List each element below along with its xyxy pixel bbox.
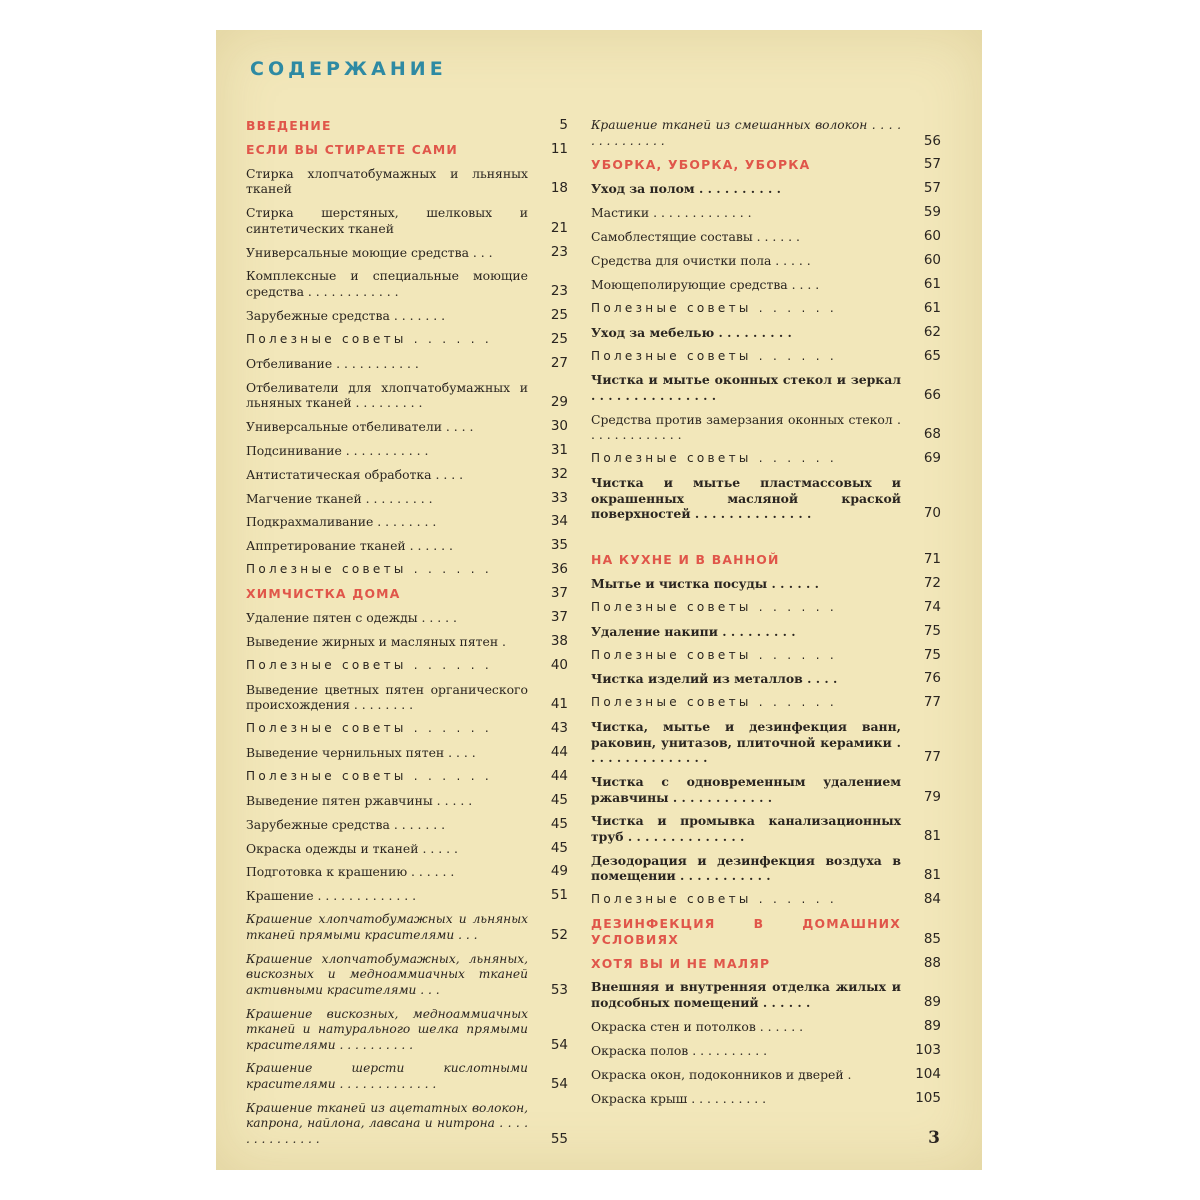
toc-entry-title: Крашение хлопчатобумажных, льняных, вискозных и медноаммиачных тканей активными красителями . . . — [246, 951, 528, 997]
toc-entry — [591, 372, 941, 403]
toc-entry — [246, 841, 568, 857]
toc-entry-page: 23 — [550, 243, 568, 260]
toc-entry — [591, 624, 941, 640]
toc-entry-title: Чистка с одновременным удалением ржавчины . . . . . . . . . . . . — [591, 774, 901, 805]
toc-entry — [246, 308, 568, 324]
toc-entry-title: ДЕЗИНФЕКЦИЯ В ДОМАШНИХ УСЛОВИЯХ — [591, 916, 901, 947]
toc-entry-page: 88 — [923, 954, 941, 971]
toc-entry-page: 44 — [550, 767, 568, 784]
toc-entry-page: 30 — [550, 417, 568, 434]
toc-entry-title: ЕСЛИ ВЫ СТИРАЕТЕ САМИ — [246, 141, 458, 157]
toc-entry — [246, 952, 568, 999]
toc-entry — [591, 181, 941, 197]
toc-entry-title: Полезные советы . . . . . . — [246, 768, 493, 783]
toc-spacer — [591, 530, 941, 552]
toc-entry-title: Моющеполирующие средства . . . . — [591, 276, 820, 292]
toc-entry-page: 32 — [550, 465, 568, 482]
toc-entry-title: Зарубежные средства . . . . . . . — [246, 816, 446, 832]
toc-entry-title: Магчение тканей . . . . . . . . . — [246, 490, 433, 506]
toc-entry-title: Удаление пятен с одежды . . . . . — [246, 610, 457, 626]
toc-entry-page: 27 — [550, 354, 568, 371]
toc-entry-title: Стирка хлопчатобумажных и льняных тканей — [246, 165, 528, 197]
toc-entry-page: 59 — [923, 204, 941, 221]
toc-entry — [591, 277, 941, 293]
toc-entry-title: Крашение . . . . . . . . . . . . . — [246, 888, 417, 904]
toc-entry-page: 38 — [550, 632, 568, 649]
toc-entry-page: 77 — [923, 749, 941, 766]
toc-entry — [246, 721, 568, 737]
toc-entry-page: 11 — [550, 140, 568, 157]
toc-entry-title: Комплексные и специальные моющие средства . . . . . . . . . . . . — [246, 268, 528, 299]
toc-entry-page: 85 — [923, 930, 941, 947]
toc-entry-page: 56 — [923, 132, 941, 149]
toc-entry-title: Окраска стен и потолков . . . . . . — [591, 1018, 804, 1034]
toc-entry-title: Чистка изделий из металлов . . . . — [591, 671, 838, 687]
toc-entry-page: 29 — [550, 394, 568, 411]
toc-entry-page: 21 — [550, 219, 568, 236]
toc-entry-title: Уход за полом . . . . . . . . . . — [591, 181, 781, 197]
toc-entry-page: 77 — [923, 694, 941, 711]
toc-section-heading — [591, 157, 941, 173]
toc-entry-title: Окраска окон, подоконников и дверей . — [591, 1066, 852, 1082]
toc-entry-title: НА КУХНЕ И В ВАННОЙ — [591, 551, 780, 567]
toc-entry-title: Универсальные моющие средства . . . — [246, 244, 493, 260]
toc-section-heading — [591, 956, 941, 972]
toc-entry-title: Полезные советы . . . . . . — [246, 657, 493, 672]
toc-entry-page: 45 — [550, 815, 568, 832]
toc-entry-title: Полезные советы . . . . . . — [246, 331, 493, 346]
toc-entry — [246, 912, 568, 943]
toc-entry — [246, 380, 568, 411]
page-title: СОДЕРЖАНИЕ — [250, 58, 447, 80]
toc-section-heading — [246, 118, 568, 134]
toc-entry — [246, 166, 568, 197]
toc-entry-page: 75 — [923, 622, 941, 639]
toc-entry — [246, 467, 568, 483]
toc-entry — [246, 634, 568, 650]
toc-entry-page: 79 — [923, 788, 941, 805]
toc-entry — [246, 1007, 568, 1054]
toc-entry-page: 34 — [550, 513, 568, 530]
toc-entry — [591, 1043, 941, 1059]
toc-entry — [591, 1067, 941, 1083]
toc-entry-page: 40 — [550, 656, 568, 673]
toc-entry — [246, 793, 568, 809]
toc-entry-title: Полезные советы . . . . . . — [591, 647, 838, 662]
toc-entry — [591, 205, 941, 221]
toc-entry-title: Полезные советы . . . . . . — [246, 721, 493, 736]
toc-column-left — [246, 118, 568, 1156]
toc-entry — [246, 245, 568, 261]
toc-entry-page: 43 — [550, 720, 568, 737]
toc-entry-page: 5 — [559, 117, 568, 133]
toc-entry-title: Антистатическая обработка . . . . — [246, 466, 464, 482]
toc-entry-page: 55 — [550, 1130, 568, 1147]
toc-entry-title: Уход за мебелью . . . . . . . . . — [591, 324, 792, 340]
toc-entry — [591, 253, 941, 269]
toc-entry — [591, 576, 941, 592]
toc-entry — [591, 301, 941, 317]
toc-entry-page: 68 — [923, 426, 941, 443]
toc-entry-page: 23 — [550, 282, 568, 299]
toc-entry-title: Отбеливание . . . . . . . . . . . — [246, 355, 419, 371]
toc-entry-title: Средства против замерзания оконных стекол . . . . . . . . . . . . . — [591, 411, 901, 443]
toc-section-heading — [591, 552, 941, 568]
toc-entry-page: 75 — [923, 646, 941, 663]
toc-entry-page: 105 — [915, 1089, 941, 1106]
toc-section-heading — [246, 586, 568, 602]
toc-entry-page: 41 — [550, 696, 568, 713]
toc-entry-title: Подкрахмаливание . . . . . . . . — [246, 514, 437, 530]
toc-entry-title: Выведение цветных пятен органического происхождения . . . . . . . . — [246, 681, 528, 713]
toc-entry-title: Средства для очистки пола . . . . . — [591, 252, 811, 268]
toc-entry-title: Выведение пятен ржавчины . . . . . — [246, 792, 473, 808]
toc-entry-page: 62 — [923, 323, 941, 340]
toc-entry-page: 45 — [550, 839, 568, 856]
toc-entry-page: 49 — [550, 863, 568, 880]
toc-entry-page: 35 — [550, 537, 568, 554]
toc-entry-page: 81 — [923, 867, 941, 884]
toc-entry — [591, 451, 941, 467]
toc-entry-title: ХИМЧИСТКА ДОМА — [246, 586, 401, 602]
toc-entry — [246, 658, 568, 674]
toc-entry — [246, 817, 568, 833]
toc-entry-page: 18 — [550, 180, 568, 197]
toc-entry-page: 60 — [923, 228, 941, 245]
toc-entry — [246, 205, 568, 236]
toc-column-right — [591, 118, 941, 1114]
toc-entry-title: Удаление накипи . . . . . . . . . — [591, 623, 796, 639]
toc-entry-title: Полезные советы . . . . . . — [591, 892, 838, 907]
toc-entry — [246, 682, 568, 713]
toc-entry — [591, 349, 941, 365]
toc-entry-title: Крашение вискозных, медноаммиачных тканей и натурального шелка прямыми красителями . . . . . . . . . . — [246, 1006, 528, 1052]
toc-entry-page: 33 — [550, 489, 568, 506]
toc-entry-page: 31 — [550, 441, 568, 458]
toc-entry-page: 61 — [923, 299, 941, 316]
toc-entry-title: Крашение тканей из смешанных волокон . . . . . . . . . . . . . . — [591, 118, 901, 148]
toc-entry — [591, 229, 941, 245]
toc-entry-page: 71 — [923, 550, 941, 567]
toc-entry — [246, 1101, 568, 1148]
toc-entry — [591, 1091, 941, 1107]
toc-entry-title: Чистка и мытье оконных стекол и зеркал . . . . . . . . . . . . . . . — [591, 372, 901, 403]
toc-entry-page: 70 — [923, 505, 941, 522]
toc-entry — [591, 892, 941, 908]
toc-entry — [246, 332, 568, 348]
toc-entry — [591, 719, 941, 766]
toc-entry — [591, 118, 941, 149]
toc-entry — [591, 671, 941, 687]
toc-entry-title: ХОТЯ ВЫ И НЕ МАЛЯР — [591, 955, 771, 971]
toc-entry-page: 69 — [923, 450, 941, 467]
toc-entry — [591, 774, 941, 805]
toc-entry — [246, 562, 568, 578]
toc-entry — [246, 888, 568, 904]
toc-entry-title: Зарубежные средства . . . . . . . — [246, 307, 446, 323]
toc-entry-page: 25 — [550, 330, 568, 347]
toc-entry — [246, 1061, 568, 1092]
toc-entry — [246, 356, 568, 372]
toc-entry-page: 84 — [923, 891, 941, 908]
toc-entry — [591, 600, 941, 616]
toc-entry — [591, 853, 941, 884]
toc-entry — [246, 538, 568, 554]
toc-entry — [591, 412, 941, 443]
toc-entry-page: 57 — [923, 156, 941, 173]
toc-entry-page: 37 — [550, 609, 568, 626]
page-number: 3 — [928, 1128, 940, 1148]
toc-entry-page: 37 — [550, 585, 568, 602]
toc-entry-title: Крашение хлопчатобумажных и льняных тканей прямыми красителями . . . — [246, 912, 528, 942]
toc-entry-title: Аппретирование тканей . . . . . . — [246, 538, 453, 554]
toc-entry-title: Стирка шерстяных, шелковых и синтетических тканей — [246, 205, 528, 236]
toc-entry-page: 54 — [550, 1036, 568, 1053]
toc-entry-title: Полезные советы . . . . . . — [591, 695, 838, 710]
toc-entry-title: Полезные советы . . . . . . — [591, 599, 838, 614]
toc-entry-page: 103 — [915, 1041, 941, 1058]
toc-entry-title: Окраска одежды и тканей . . . . . — [246, 840, 458, 856]
toc-entry — [246, 610, 568, 626]
toc-entry-page: 89 — [923, 993, 941, 1010]
toc-entry-page: 76 — [923, 670, 941, 687]
toc-entry — [591, 648, 941, 664]
toc-entry-title: Окраска полов . . . . . . . . . . — [591, 1042, 768, 1058]
toc-entry — [246, 491, 568, 507]
toc-entry-title: Выведение жирных и масляных пятен . — [246, 633, 506, 649]
toc-entry-title: Подготовка к крашению . . . . . . — [246, 864, 455, 880]
toc-entry — [246, 864, 568, 880]
toc-entry — [246, 745, 568, 761]
toc-entry-title: Универсальные отбеливатели . . . . — [246, 418, 474, 434]
toc-entry-page: 89 — [923, 1017, 941, 1034]
toc-entry — [246, 443, 568, 459]
toc-entry — [591, 1019, 941, 1035]
toc-entry-title: Чистка и мытье пластмассовых и окрашенных масляной краской поверхностей . . . . . . . . . . . . . . — [591, 475, 901, 522]
toc-entry-title: Выведение чернильных пятен . . . . — [246, 744, 476, 760]
toc-entry — [591, 475, 941, 522]
toc-entry-title: Чистка и промывка канализационных труб . . . . . . . . . . . . . . — [591, 813, 901, 844]
toc-entry-title: Полезные советы . . . . . . — [591, 300, 838, 315]
toc-entry — [246, 268, 568, 299]
toc-entry-page: 72 — [923, 574, 941, 591]
toc-entry — [591, 979, 941, 1010]
toc-entry-page: 65 — [923, 347, 941, 364]
toc-entry-page: 45 — [550, 791, 568, 808]
toc-entry — [591, 325, 941, 341]
toc-entry-page: 44 — [550, 743, 568, 760]
toc-entry-title: Полезные советы . . . . . . — [591, 348, 838, 363]
toc-entry-page: 52 — [550, 926, 568, 943]
toc-entry-title: Полезные советы . . . . . . — [591, 451, 838, 466]
toc-entry-title: ВВЕДЕНИЕ — [246, 118, 332, 133]
toc-entry-title: Крашение тканей из ацетатных волокон, капрона, найлона, лавсана и нитрона . . . . . . . . . . . . . . — [246, 1100, 528, 1146]
toc-entry-title: Подсинивание . . . . . . . . . . . — [246, 442, 429, 458]
toc-entry — [246, 419, 568, 435]
book-page — [216, 30, 982, 1170]
toc-entry-title: Полезные советы . . . . . . — [246, 562, 493, 577]
toc-entry-page: 57 — [923, 180, 941, 197]
toc-entry-title: УБОРКА, УБОРКА, УБОРКА — [591, 157, 811, 173]
toc-entry-page: 25 — [550, 306, 568, 323]
toc-entry-page: 54 — [550, 1075, 568, 1092]
toc-entry-page: 36 — [550, 561, 568, 578]
toc-entry-title: Крашение шерсти кислотными красителями . . . . . . . . . . . . . — [246, 1061, 528, 1091]
toc-entry-page: 61 — [923, 275, 941, 292]
toc-entry-page: 74 — [923, 598, 941, 615]
toc-entry — [591, 695, 941, 711]
toc-entry-title: Внешняя и внутренняя отделка жилых и подсобных помещений . . . . . . — [591, 979, 901, 1010]
toc-entry-page: 51 — [550, 887, 568, 904]
toc-entry-title: Самоблестящие составы . . . . . . — [591, 229, 800, 245]
toc-entry — [246, 514, 568, 530]
toc-entry-title: Мастики . . . . . . . . . . . . . — [591, 205, 752, 221]
toc-entry-page: 104 — [915, 1065, 941, 1082]
toc-entry-page: 66 — [923, 386, 941, 403]
toc-entry-page: 60 — [923, 251, 941, 268]
toc-entry-title: Чистка, мытье и дезинфекция ванн, раковин, унитазов, плиточной керамики . . . . . . . . . . . . . . . — [591, 719, 901, 766]
toc-entry-page: 53 — [550, 981, 568, 998]
toc-entry — [246, 769, 568, 785]
toc-entry-title: Дезодорация и дезинфекция воздуха в помещении . . . . . . . . . . . — [591, 852, 901, 884]
toc-entry — [591, 813, 941, 844]
toc-entry-page: 81 — [923, 827, 941, 844]
toc-entry-title: Окраска крыш . . . . . . . . . . — [591, 1090, 767, 1106]
toc-section-heading — [246, 142, 568, 158]
toc-entry-title: Мытье и чистка посуды . . . . . . — [591, 575, 819, 591]
toc-entry-title: Отбеливатели для хлопчатобумажных и льняных тканей . . . . . . . . . — [246, 379, 528, 411]
toc-section-heading — [591, 916, 941, 947]
